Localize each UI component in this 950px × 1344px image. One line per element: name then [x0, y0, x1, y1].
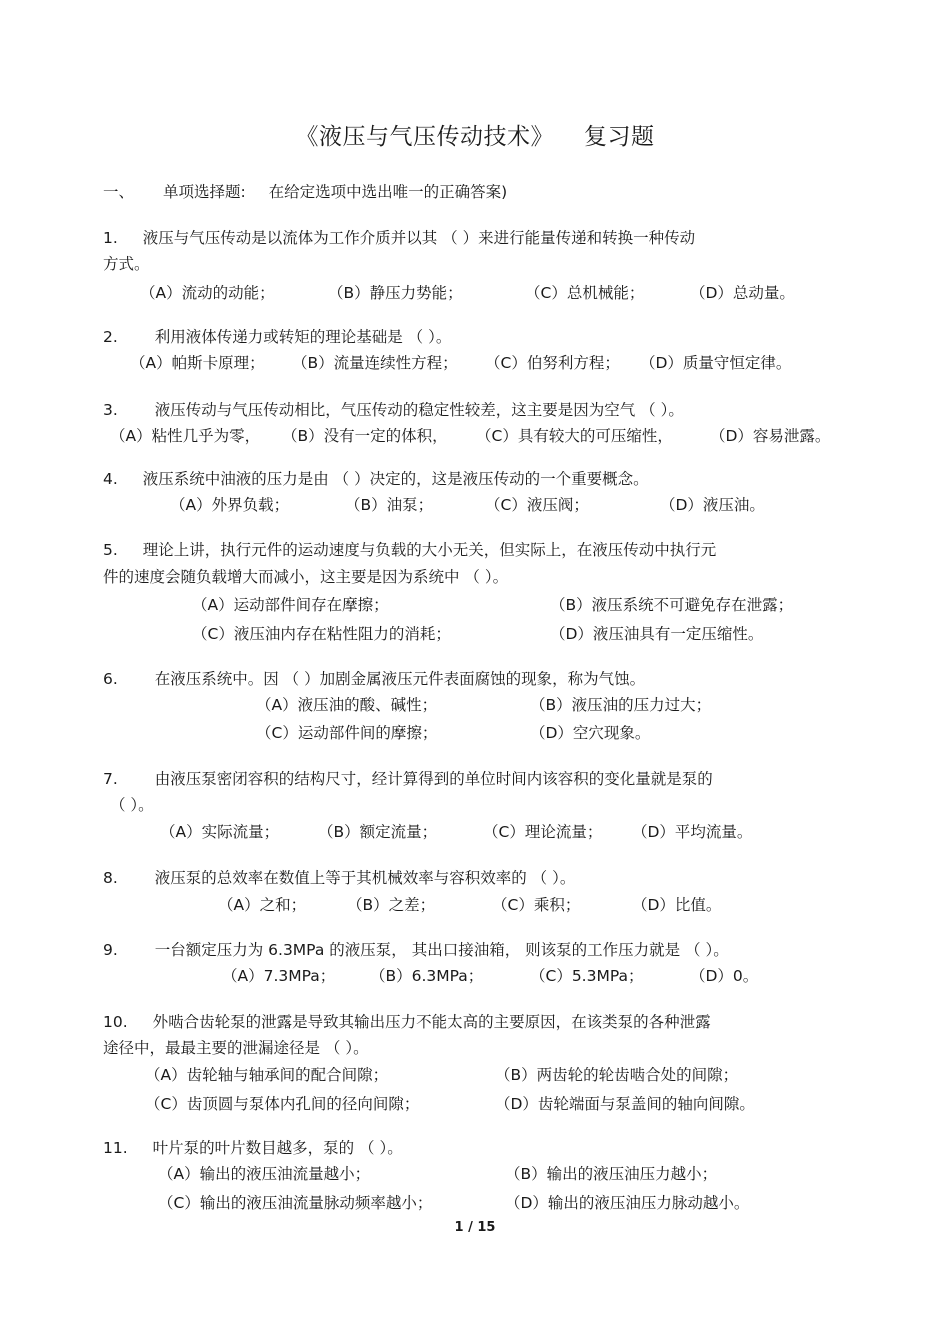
option-c: （C）液压阀；	[485, 496, 589, 514]
question-text-cont: 方式。	[103, 255, 150, 273]
option-d: （D）输出的液压油压力脉动越小。	[505, 1194, 750, 1212]
question-text: 液压传动与气压传动相比，气压传动的稳定性较差，这主要是因为空气 （ ）。	[154, 401, 684, 419]
question-number: 6.	[103, 670, 118, 688]
option-d: （D）液压油。	[660, 496, 765, 514]
question-stem	[103, 467, 649, 489]
question-stem	[103, 325, 451, 347]
option-d: （D）容易泄露。	[710, 427, 831, 445]
question-number: 5.	[103, 541, 118, 559]
option-c: （C）运动部件间的摩擦；	[256, 724, 438, 742]
question-number: 8.	[103, 869, 118, 887]
option-a: （A）运动部件间存在摩擦；	[192, 596, 389, 614]
option-c: （C）伯努利方程；	[485, 354, 620, 372]
section-instruction: 在给定选项中选出唯一的正确答案)	[268, 183, 508, 201]
question-text: 液压泵的总效率在数值上等于其机械效率与容积效率的 （ ）。	[154, 869, 576, 887]
question-text-cont: 途径中，最最主要的泄漏途径是 （ ）。	[103, 1039, 369, 1057]
option-a: （A）外界负载；	[170, 496, 290, 514]
question-text: 理论上讲，执行元件的运动速度与负载的大小无关，但实际上，在液压传动中执行元	[142, 541, 717, 559]
option-b: （B）液压油的压力过大；	[530, 696, 712, 714]
question-text: 在液压系统中。因 （ ）加剧金属液压元件表面腐蚀的现象，称为气蚀。	[154, 670, 646, 688]
option-d: （D）齿轮端面与泵盖间的轴向间隙。	[495, 1095, 755, 1113]
option-a: （A）液压油的酸、碱性；	[256, 696, 438, 714]
option-c: （C）齿顶圆与泵体内孔间的径向间隙；	[145, 1095, 420, 1113]
option-d: （D）空穴现象。	[530, 724, 651, 742]
question-stem	[103, 866, 575, 888]
option-c: （C）输出的液压油流量脉动频率越小；	[158, 1194, 433, 1212]
option-a: （A）7.3MPa；	[222, 967, 336, 985]
question-stem	[103, 1136, 403, 1158]
question-stem	[103, 538, 716, 560]
page-title	[0, 118, 950, 151]
option-d: （D）总动量。	[690, 284, 795, 302]
option-d: （D）质量守恒定律。	[640, 354, 792, 372]
option-a: （A）之和；	[218, 896, 307, 914]
option-c: （C）液压油内存在粘性阻力的消耗；	[192, 625, 451, 643]
option-a: （A）流动的动能；	[140, 284, 275, 302]
option-b: （B）6.3MPa；	[370, 967, 484, 985]
question-number: 9.	[103, 941, 118, 959]
option-b: （B）两齿轮的轮齿啮合处的间隙；	[495, 1066, 739, 1084]
question-text: 液压与气压传动是以流体为工作介质并以其 （ ）来进行能量传递和转换一种传动	[142, 229, 696, 247]
option-c: （C）5.3MPa；	[530, 967, 644, 985]
question-number: 1.	[103, 229, 118, 247]
option-c: （C）理论流量；	[483, 823, 603, 841]
question-text: 利用液体传递力或转矩的理论基础是 （ ）。	[154, 328, 452, 346]
option-a: （A）粘性几乎为零，	[110, 427, 261, 445]
question-text-cont: （ ）。	[110, 796, 154, 814]
question-text: 叶片泵的叶片数目越多，泵的 （ ）。	[152, 1139, 403, 1157]
question-number: 3.	[103, 401, 118, 419]
section-heading-text: 单项选择题:	[162, 183, 246, 201]
question-text: 外啮合齿轮泵的泄露是导致其输出压力不能太高的主要原因，在该类泵的各种泄露	[152, 1013, 711, 1031]
option-b: （B）没有一定的体积，	[282, 427, 448, 445]
question-number: 11.	[103, 1139, 128, 1157]
question-text: 液压系统中油液的压力是由 （ ）决定的，这是液压传动的一个重要概念。	[142, 470, 649, 488]
option-b: （B）额定流量；	[318, 823, 438, 841]
option-a: （A）输出的液压油流量越小；	[158, 1165, 371, 1183]
option-a: （A）齿轮轴与轴承间的配合间隙；	[145, 1066, 389, 1084]
question-stem	[103, 667, 645, 689]
question-number: 4.	[103, 470, 118, 488]
option-b: （B）静压力势能；	[328, 284, 463, 302]
question-stem	[103, 226, 695, 248]
option-c: （C）总机械能；	[525, 284, 645, 302]
question-text: 一台额定压力为 6.3MPa 的液压泵， 其出口接油箱， 则该泵的工作压力就是 （ ）。	[154, 941, 729, 959]
question-stem	[103, 1010, 711, 1032]
option-b: （B）油泵；	[345, 496, 434, 514]
option-c: （C）乘积；	[492, 896, 581, 914]
option-a: （A）帕斯卡原理；	[130, 354, 265, 372]
option-b: （B）液压系统不可避免存在泄露；	[550, 596, 794, 614]
option-d: （D）平均流量。	[632, 823, 753, 841]
question-number: 2.	[103, 328, 118, 346]
question-stem	[103, 938, 729, 960]
page-number: 1 / 15	[454, 1220, 496, 1235]
section-number: 一、	[103, 183, 135, 201]
question-number: 10.	[103, 1013, 128, 1031]
option-c: （C）具有较大的可压缩性，	[476, 427, 673, 445]
question-stem	[103, 767, 713, 789]
question-text: 由液压泵密闭容积的结构尺寸，经计算得到的单位时间内该容积的变化量就是泵的	[154, 770, 713, 788]
option-b: （B）之差；	[347, 896, 436, 914]
question-text-cont: 件的速度会随负载增大而减小，这主要是因为系统中 （ ）。	[103, 568, 509, 586]
option-d: （D）液压油具有一定压缩性。	[550, 625, 764, 643]
option-b: （B）输出的液压油压力越小；	[505, 1165, 718, 1183]
title-sub: 复习题	[584, 124, 655, 150]
option-a: （A）实际流量；	[160, 823, 280, 841]
section-heading	[103, 180, 507, 202]
option-b: （B）流量连续性方程；	[292, 354, 458, 372]
option-d: （D）比值。	[632, 896, 722, 914]
question-number: 7.	[103, 770, 118, 788]
title-main: 《液压与气压传动技术》	[295, 124, 554, 150]
option-d: （D）0。	[690, 967, 759, 985]
question-stem	[103, 398, 684, 420]
